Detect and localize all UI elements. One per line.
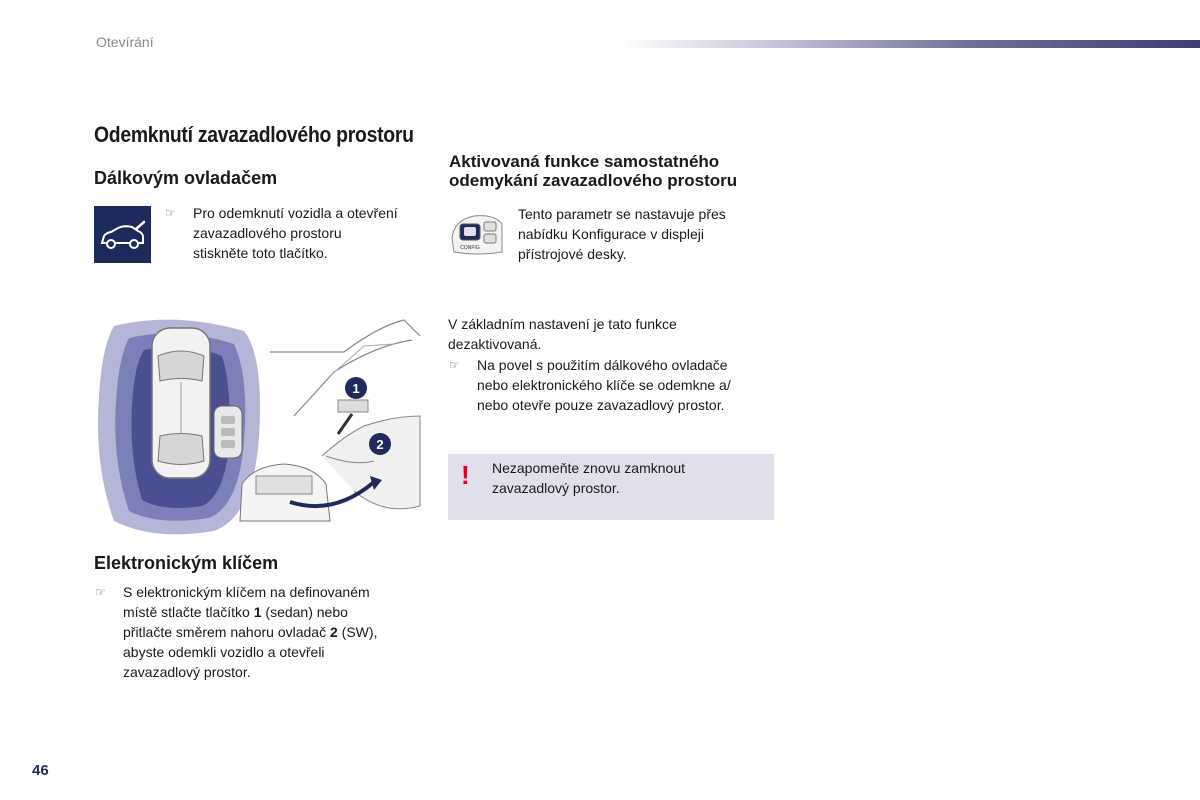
bullet-icon: ☞ — [95, 585, 106, 599]
text-line: abyste odemkli vozidlo a otevřeli — [123, 644, 325, 660]
text-line: Nezapomeňte znovu zamknout — [492, 460, 685, 476]
default-setting-text — [448, 314, 677, 354]
remote-instruction — [193, 203, 398, 263]
steering-wheel-config-button-icon — [448, 212, 506, 256]
text-fragment: (sedan) nebo — [261, 604, 348, 620]
text-line: Pro odemknutí vozidla a otevření — [193, 205, 398, 221]
text-fragment: přitlačte směrem nahoru ovladač — [123, 624, 330, 640]
electronic-key-instruction — [123, 582, 377, 682]
warning-text — [492, 458, 685, 498]
text-line: S elektronickým klíčem na definovaném — [123, 584, 370, 600]
function-bullet-text — [477, 355, 731, 415]
heading-line: odemykání zavazadlového prostoru — [449, 171, 738, 190]
function-heading — [449, 152, 737, 190]
text-line: nebo elektronického klíče se odemkne a/ — [477, 377, 731, 393]
text-fragment: (SW), — [337, 624, 378, 640]
callout-2: 2 — [376, 437, 384, 452]
text-line: zavazadlový prostor. — [123, 664, 251, 680]
text-line: nebo otevře pouze zavazadlový prostor. — [477, 397, 725, 413]
button-number: 1 — [253, 604, 262, 620]
page-number: 46 — [32, 762, 49, 779]
trunk-opening-illustration — [94, 316, 424, 536]
electronic-key-heading: Elektronickým klíčem — [94, 553, 279, 573]
text-line: přístrojové desky. — [518, 246, 627, 262]
config-text — [518, 204, 726, 264]
text-line: dezaktivovaná. — [448, 336, 542, 352]
text-line: nabídku Konfigurace v displeji — [518, 226, 705, 242]
text-line: Tento parametr se nastavuje přes — [518, 206, 726, 222]
callout-1: 1 — [352, 381, 360, 396]
header-gradient-bar — [620, 40, 1200, 48]
text-line: Na povel s použitím dálkového ovladače — [477, 357, 728, 373]
config-label: CONFIG — [460, 245, 480, 251]
text-line: stiskněte toto tlačítko. — [193, 245, 328, 261]
text-line: V základním nastavení je tato funkce — [448, 316, 677, 332]
text-line — [123, 622, 377, 642]
text-line — [123, 602, 377, 622]
control-number: 2 — [330, 624, 338, 640]
heading-line: Aktivovaná funkce samostatného — [449, 152, 720, 171]
text-line: zavazadlový prostor. — [492, 480, 620, 496]
page-title: Odemknutí zavazadlového prostoru — [94, 122, 414, 147]
remote-heading: Dálkovým ovladačem — [94, 168, 278, 188]
car-trunk-open-icon — [94, 206, 151, 263]
text-fragment: místě stlačte tlačítko — [123, 604, 254, 620]
chapter-title: Otevírání — [96, 34, 154, 50]
text-line: zavazadlového prostoru — [193, 225, 342, 241]
warning-exclamation-icon: ! — [461, 460, 470, 490]
bullet-icon: ☞ — [165, 206, 176, 220]
bullet-icon: ☞ — [449, 358, 460, 372]
